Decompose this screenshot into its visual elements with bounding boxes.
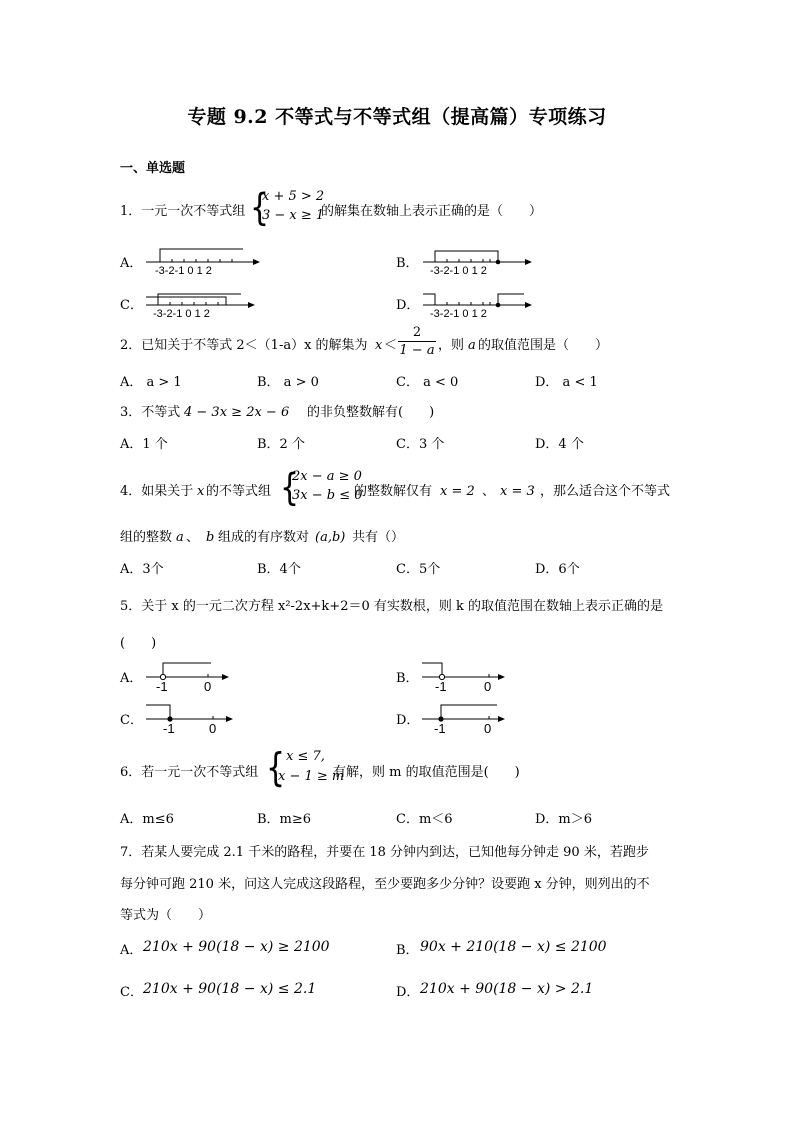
section-heading: 一、单选题 [120, 161, 186, 176]
q2-lt: ＜ [384, 338, 398, 353]
q7-option-c-expr: 210x + 90(18 − x) ≤ 2.1 [143, 981, 317, 997]
q6-prefix: 6．若一元一次不等式组 [120, 765, 259, 780]
q6-option-a: A．m≤6 [120, 812, 174, 827]
q1-d-tick-labels: -3-2-1 0 1 2 [430, 308, 487, 319]
q1-option-b-label: B． [396, 256, 419, 271]
q4-a: a [176, 530, 184, 545]
q7-option-a-expr: 210x + 90(18 − x) ≥ 2100 [143, 939, 330, 955]
q4-eq2: x = 3 [500, 484, 535, 499]
q5-text: 5．关于 x 的一元二次方程 x²-2x+k+2＝0 有实数根，则 k 的取值范围在数轴上表示正确的是 [120, 599, 664, 614]
q4-sep: 、 [482, 484, 496, 499]
q7-option-c-label: C． [120, 985, 143, 1000]
q5-d-tick-neg1: -1 [434, 721, 446, 736]
q1-option-a-numberline [143, 244, 263, 276]
q5-a-tick-neg1: -1 [156, 679, 168, 694]
q5-c-tick-0: 0 [209, 721, 217, 736]
q4-option-c: C．5个 [396, 562, 441, 577]
q2-frac-den: 1 − a [399, 343, 435, 358]
q7-option-a-label: A． [120, 943, 143, 958]
q1-option-c-numberline [143, 287, 263, 319]
q7-option-b-expr: 90x + 210(18 − x) ≤ 2100 [420, 939, 607, 955]
q2-x: x [375, 338, 383, 353]
q6-system-line-1: x ≤ 7, [286, 749, 325, 764]
q4-eq1: x = 2 [440, 484, 475, 499]
q6-system-line-2: x − 1 ≥ m [278, 769, 345, 784]
q5-b-tick-0: 0 [484, 679, 492, 694]
q4-x: x [197, 484, 205, 499]
q2-frac-num: 2 [398, 326, 436, 342]
q4-mid: 的不等式组 [206, 484, 272, 499]
q4-system-line-2: 3x − b ≤ 0 [292, 488, 363, 503]
q4-line2-c: 组成的有序数对 [218, 530, 310, 545]
q6-option-d: D．m＞6 [535, 812, 593, 827]
q4-option-a: A．3个 [120, 562, 164, 577]
q5-option-a-numberline [143, 658, 233, 694]
q7-line-2: 每分钟可跑 210 米，问这人完成这段路程，至少要跑多少分钟？设要跑 x 分钟，则列出的不 [120, 877, 650, 892]
q4-line2-a: 组的整数 [120, 530, 173, 545]
q2-fraction [398, 326, 436, 357]
q1-prefix: 1．一元一次不等式组 [120, 204, 246, 219]
q7-line-3: 等式为（ ） [120, 908, 212, 923]
q4-line2-d: 共有（） [352, 530, 405, 545]
q5-option-c-label: C． [120, 713, 143, 728]
q5-option-a-label: A． [120, 671, 143, 686]
q5-b-tick-neg1: -1 [435, 679, 447, 694]
q3-option-d: D．4 个 [535, 437, 584, 452]
q5-c-tick-neg1: -1 [163, 721, 175, 736]
q4-tail: ，那么适合这个不等式 [540, 484, 671, 499]
q7-option-d-label: D． [396, 985, 420, 1000]
q4-pair: (a,b) [315, 530, 346, 545]
q1-c-tick-labels: -3-2-1 0 1 2 [153, 308, 210, 319]
q5-option-b-label: B． [396, 671, 419, 686]
q7-line-1: 7．若某人要完成 2.1 千米的路程，并要在 18 分钟内到达，已知他每分钟走 90 米，若跑步 [120, 845, 649, 860]
q1-option-a-label: A． [120, 256, 143, 271]
q5-d-tick-0: 0 [484, 721, 492, 736]
q4-option-b: B．4个 [257, 562, 301, 577]
q4-option-d: D．6个 [535, 562, 580, 577]
q5-option-d-numberline [419, 700, 509, 736]
q1-b-tick-labels: -3-2-1 0 1 2 [430, 265, 487, 276]
q4-b: b [206, 530, 215, 545]
q2-text-a: 2．已知关于不等式 2＜（1-a）x 的解集为 [120, 338, 368, 353]
q1-system-line-2: 3 − x ≥ 1 [262, 208, 325, 223]
q7-option-d-expr: 210x + 90(18 − x) > 2.1 [420, 981, 594, 997]
q4-prefix: 4．如果关于 [120, 484, 194, 499]
q1-option-c-label: C． [120, 298, 143, 313]
q1-option-b-numberline [420, 244, 540, 276]
q2-text-c: 的取值范围是（ ） [478, 338, 609, 353]
q3-option-b: B．2 个 [257, 437, 305, 452]
q5-option-d-label: D． [396, 713, 420, 728]
q1-option-d-numberline [420, 287, 540, 319]
q6-option-b: B．m≥6 [257, 812, 312, 827]
q5-option-c-numberline [143, 700, 235, 736]
q4-line2-b: 、 [186, 530, 200, 545]
q4-system-line-1: 2x − a ≥ 0 [292, 469, 362, 484]
q1-a-tick-labels: -3-2-1 0 1 2 [155, 265, 212, 276]
q5-option-b-numberline [419, 658, 509, 694]
page-title: 专题 9.2 不等式与不等式组（提高篇）专项练习 [187, 106, 607, 128]
q3-text-b: 的非负整数解有( ) [307, 405, 435, 420]
q3-option-a: A．1 个 [120, 437, 168, 452]
q5-a-tick-0: 0 [204, 679, 212, 694]
q2-option-d: D． a < 1 [535, 375, 598, 390]
q3-text-a: 3．不等式 [120, 405, 181, 420]
q2-option-b: B． a > 0 [257, 375, 319, 390]
q3-expr: 4 − 3x ≥ 2x − 6 [184, 405, 290, 420]
q5-paren: ( ) [120, 636, 157, 651]
q1-system-line-1: x + 5 > 2 [262, 189, 325, 204]
q3-option-c: C．3 个 [396, 437, 445, 452]
q6-option-c: C．m＜6 [396, 812, 453, 827]
q2-text-b: ，则 [438, 338, 465, 353]
q4-suffix: 的整数解仅有 [354, 484, 433, 499]
q1-suffix: 的解集在数轴上表示正确的是（ ） [321, 204, 543, 219]
q2-a: a [468, 338, 476, 353]
q1-option-d-label: D． [396, 298, 420, 313]
q7-option-b-label: B． [396, 943, 419, 958]
q2-option-c: C． a < 0 [396, 375, 459, 390]
q2-option-a: A． a > 1 [120, 375, 182, 390]
q6-suffix: 有解，则 m 的取值范围是( ) [333, 765, 520, 780]
